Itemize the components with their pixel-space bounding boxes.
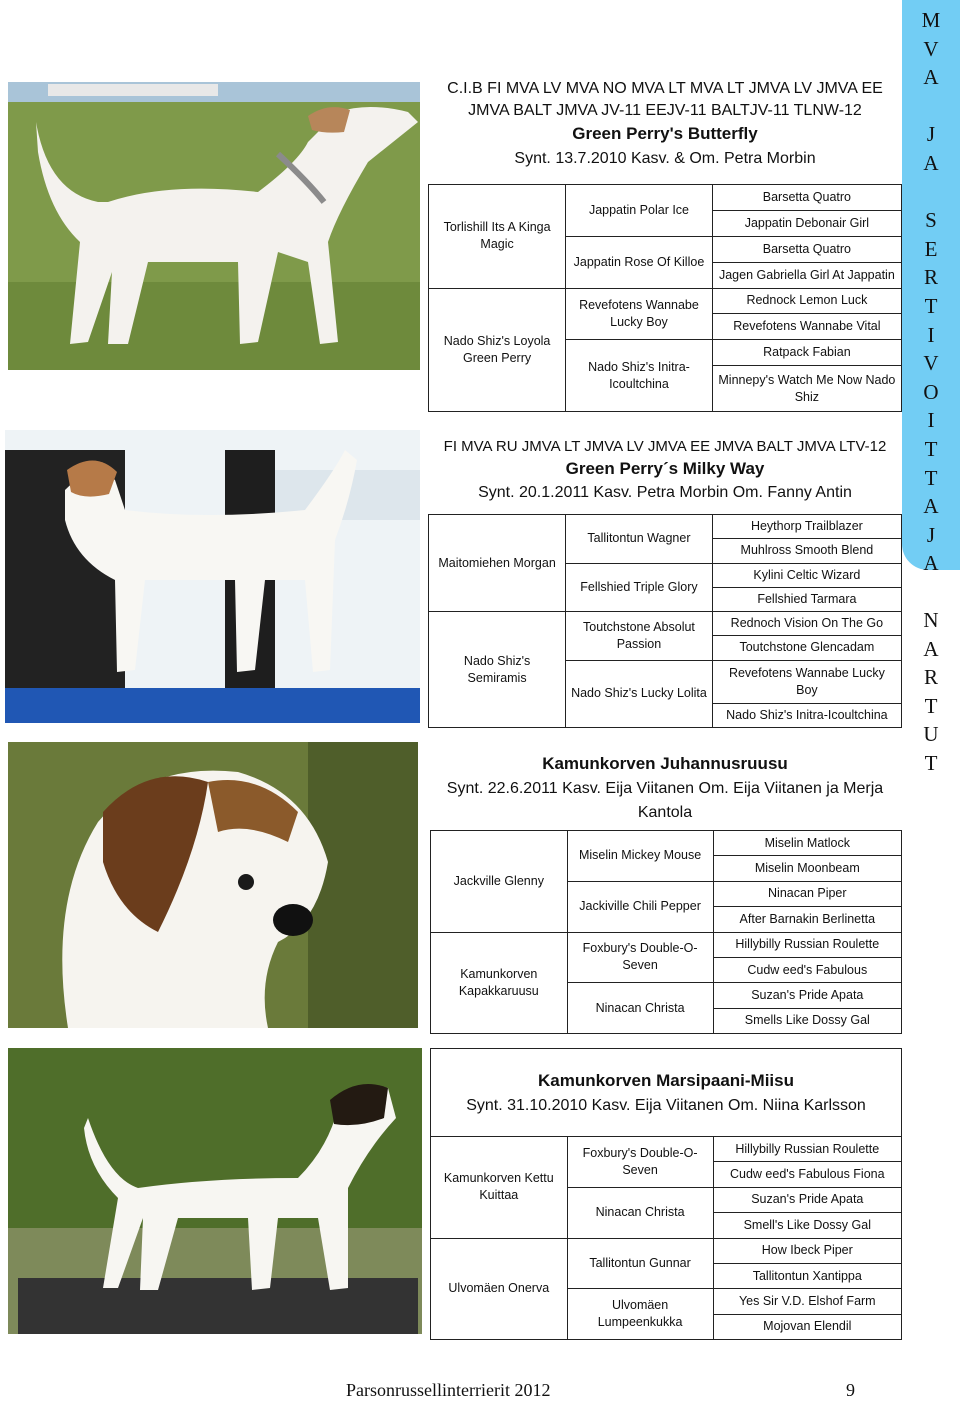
pedigree-great-grandparent: Toutchstone Glencadam	[712, 636, 901, 660]
pedigree-great-grandparent: Cudw eed's Fabulous Fiona	[713, 1162, 901, 1187]
pedigree-great-grandparent: Smell's Like Dossy Gal	[713, 1213, 901, 1238]
pedigree-great-grandparent: Suzan's Pride Apata	[713, 983, 901, 1008]
pedigree-great-grandparent: Fellshied Tarmara	[712, 587, 901, 611]
pedigree-great-grandparent: Barsetta Quatro	[712, 236, 901, 262]
pedigree-great-grandparent: Smells Like Dossy Gal	[713, 1008, 901, 1033]
dog1-header	[430, 78, 900, 171]
pedigree-great-grandparent: Barsetta Quatro	[712, 185, 901, 211]
pedigree-parent: Jackville Glenny	[431, 831, 568, 933]
pedigree-parent: Maitomiehen Morgan	[429, 515, 566, 612]
pedigree-great-grandparent: Ninacan Piper	[713, 881, 901, 906]
pedigree-great-grandparent: Revefotens Wannabe Vital	[712, 314, 901, 340]
pedigree-grandparent: Toutchstone Absolut Passion	[566, 612, 713, 661]
pedigree-great-grandparent: Kylini Celtic Wizard	[712, 563, 901, 587]
pedigree-great-grandparent: Revefotens Wannabe Lucky Boy	[712, 660, 901, 703]
dog4-header	[430, 1048, 902, 1136]
dog2-titles: FI MVA RU JMVA LT JMVA LV JMVA EE JMVA BALT JMVA LTV-12	[443, 438, 887, 455]
pedigree-parent: Kamunkorven Kettu Kuittaa	[431, 1137, 568, 1239]
dog2-header	[430, 436, 900, 505]
pedigree-grandparent: Jappatin Polar Ice	[566, 185, 713, 237]
pedigree-great-grandparent: Ratpack Fabian	[712, 340, 901, 366]
pedigree-parent: Nado Shiz's Semiramis	[429, 612, 566, 728]
pedigree-great-grandparent: Rednock Lemon Luck	[712, 288, 901, 314]
pedigree-grandparent: Revefotens Wannabe Lucky Boy	[566, 288, 713, 340]
dog4-pedigree-table	[430, 1136, 902, 1340]
pedigree-parent: Nado Shiz's Loyola Green Perry	[429, 288, 566, 412]
pedigree-great-grandparent: Miselin Moonbeam	[713, 856, 901, 881]
dog2-name: Green Perry´s Milky Way	[565, 459, 765, 478]
pedigree-great-grandparent: Minnepy's Watch Me Now Nado Shiz	[712, 366, 901, 412]
dog3-name: Kamunkorven Juhannusruusu	[542, 754, 788, 773]
pedigree-grandparent: Ninacan Christa	[567, 983, 713, 1034]
pedigree-great-grandparent: Muhlross Smooth Blend	[712, 539, 901, 563]
pedigree-parent: Kamunkorven Kapakkaruusu	[431, 932, 568, 1034]
pedigree-grandparent: Jappatin Rose Of Killoe	[566, 236, 713, 288]
pedigree-great-grandparent: Miselin Matlock	[713, 831, 901, 856]
pedigree-great-grandparent: Heythorp Trailblazer	[712, 515, 901, 539]
pedigree-grandparent: Tallitontun Gunnar	[567, 1238, 713, 1289]
pedigree-parent: Ulvomäen Onerva	[431, 1238, 568, 1340]
sidebar-label-champions: M V A J A S E R T I V O I T T A J A	[921, 8, 941, 576]
pedigree-grandparent: Nado Shiz's Lucky Lolita	[566, 660, 713, 727]
dog-photo-2	[5, 430, 420, 723]
pedigree-grandparent: Fellshied Triple Glory	[566, 563, 713, 612]
pedigree-great-grandparent: Yes Sir V.D. Elshof Farm	[713, 1289, 901, 1314]
pedigree-great-grandparent: Jagen Gabriella Girl At Jappatin	[712, 262, 901, 288]
dog1-pedigree-table	[428, 184, 902, 412]
pedigree-great-grandparent: Mojovan Elendil	[713, 1314, 901, 1339]
pedigree-great-grandparent: Cudw eed's Fabulous	[713, 957, 901, 982]
pedigree-great-grandparent: Hillybilly Russian Roulette	[713, 932, 901, 957]
dog2-info: Synt. 20.1.2011 Kasv. Petra Morbin Om. Fanny Antin	[478, 484, 852, 501]
pedigree-grandparent: Foxbury's Double-O-Seven	[567, 932, 713, 983]
pedigree-great-grandparent: After Barnakin Berlinetta	[713, 907, 901, 932]
dog3-info: Synt. 22.6.2011 Kasv. Eija Viitanen Om. Eija Viitanen ja Merja Kantola	[446, 780, 884, 821]
dog-photo-3	[8, 742, 418, 1028]
dog1-titles: C.I.B FI MVA LV MVA NO MVA LT MVA LT JMVA LV JMVA EE JMVA BALT JMVA JV-11 EEJV-11 BALTJV-11 TLNW-12	[447, 80, 883, 119]
pedigree-grandparent: Foxbury's Double-O-Seven	[567, 1137, 713, 1188]
page-number: 9	[846, 1380, 855, 1400]
pedigree-great-grandparent: How Ibeck Piper	[713, 1238, 901, 1263]
sidebar-label-females: N A R T U T	[923, 608, 939, 775]
pedigree-grandparent: Miselin Mickey Mouse	[567, 831, 713, 882]
dog4-info: Synt. 31.10.2010 Kasv. Eija Viitanen Om. Niina Karlsson	[466, 1097, 866, 1114]
publication-name: Parsonrussellinterrierit 2012	[346, 1380, 551, 1400]
dog2-pedigree-table	[428, 514, 902, 728]
pedigree-great-grandparent: Tallitontun Xantippa	[713, 1263, 901, 1288]
pedigree-grandparent: Nado Shiz's Initra-Icoultchina	[566, 340, 713, 412]
dog3-header	[430, 752, 900, 825]
dog3-pedigree-table	[430, 830, 902, 1034]
dog-photo-1	[8, 82, 420, 370]
dog1-name: Green Perry's Butterfly	[572, 124, 758, 143]
pedigree-great-grandparent: Rednoch Vision On The Go	[712, 612, 901, 636]
pedigree-parent: Torlishill Its A Kinga Magic	[429, 185, 566, 289]
dog-photo-4	[8, 1048, 422, 1334]
pedigree-grandparent: Tallitontun Wagner	[566, 515, 713, 564]
dog4-name: Kamunkorven Marsipaani-Miisu	[537, 1071, 794, 1090]
pedigree-great-grandparent: Suzan's Pride Apata	[713, 1187, 901, 1212]
pedigree-great-grandparent: Jappatin Debonair Girl	[712, 210, 901, 236]
pedigree-grandparent: Ninacan Christa	[567, 1187, 713, 1238]
dog1-info: Synt. 13.7.2010 Kasv. & Om. Petra Morbin	[514, 150, 816, 167]
pedigree-great-grandparent: Nado Shiz's Initra-Icoultchina	[712, 703, 901, 727]
pedigree-great-grandparent: Hillybilly Russian Roulette	[713, 1137, 901, 1162]
pedigree-grandparent: Ulvomäen Lumpeenkukka	[567, 1289, 713, 1340]
pedigree-grandparent: Jackiville Chili Pepper	[567, 881, 713, 932]
